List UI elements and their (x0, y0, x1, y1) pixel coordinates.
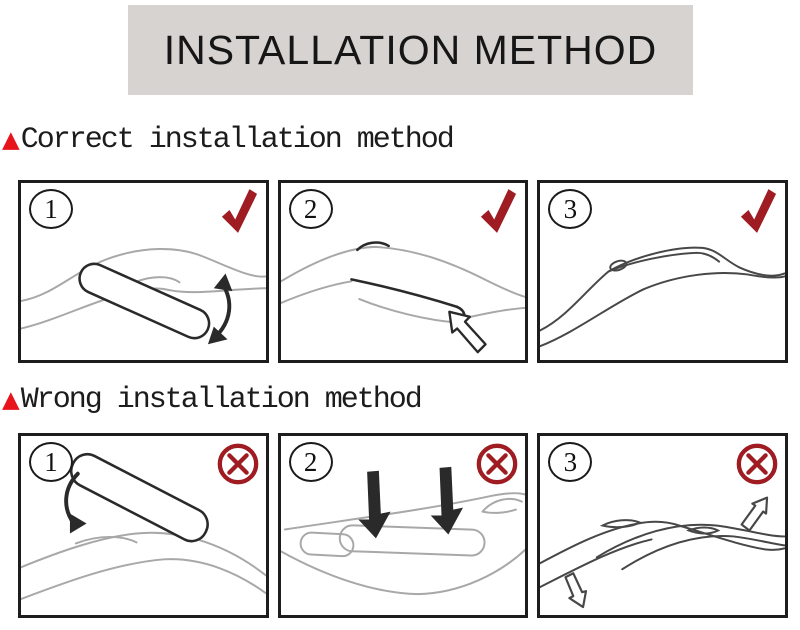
wrong-panel-2 (278, 433, 529, 618)
panel-number-badge (29, 189, 73, 229)
wrong-heading-label: Wrong installation method (20, 383, 421, 417)
triangle-icon: ▲ (2, 387, 20, 413)
check-icon (220, 187, 258, 235)
wrong-panel-row (18, 433, 788, 618)
check-icon (739, 187, 777, 235)
correct-panel-3 (537, 180, 788, 363)
panel-number-badge (289, 189, 333, 229)
cross-circle-icon (475, 442, 519, 486)
cross-circle-icon (216, 442, 260, 486)
panel-number: 1 (44, 446, 58, 477)
panel-number-badge (289, 442, 333, 482)
correct-section-heading (2, 120, 453, 160)
wrong-panel-3 (537, 433, 788, 618)
wrong-section-heading (2, 380, 421, 420)
correct-panel-row (18, 180, 788, 363)
panel-number: 3 (563, 193, 578, 224)
panel-number: 1 (44, 193, 58, 224)
panel-number: 2 (303, 193, 318, 224)
cross-circle-icon (735, 442, 779, 486)
page-title: INSTALLATION METHOD (163, 26, 658, 73)
correct-heading-label: Correct installation method (20, 123, 453, 157)
triangle-icon: ▲ (2, 127, 20, 153)
title-banner (128, 5, 693, 95)
panel-number: 2 (303, 446, 318, 477)
panel-number-badge (29, 442, 73, 482)
correct-panel-1 (18, 180, 269, 363)
panel-number: 3 (563, 446, 578, 477)
correct-panel-2 (278, 180, 529, 363)
check-icon (479, 187, 517, 235)
wrong-panel-1 (18, 433, 269, 618)
